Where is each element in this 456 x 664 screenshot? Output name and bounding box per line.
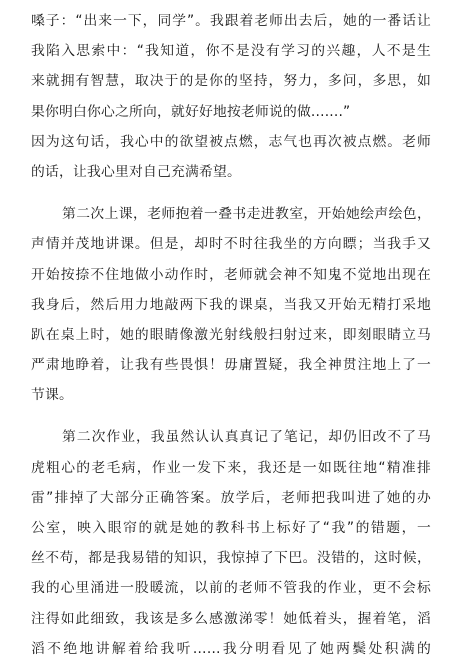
text-line: 丝不苟，都是我易错的知识，我惊掉了下巴。没错的，这时候， (31, 550, 431, 567)
paragraph-spacing (31, 410, 431, 422)
paragraph (31, 199, 431, 410)
text-line: 来就拥有智慧，取决于的是你的坚持，努力，多问，多思，如 (31, 73, 431, 90)
text-line: 雷”排掉了大部分正确答案。放学后，老师把我叫进了她的办 (31, 489, 431, 506)
text-line: 我的心里涌进一股暖流，以前的老师不管我的作业，更不会标 (31, 580, 431, 597)
paragraph (31, 6, 431, 127)
text-line: 的话，让我心里对自己充满希望。 (31, 163, 241, 180)
text-line: 嗓子：“出来一下，同学”。我跟着老师出去后，她的一番话让 (31, 13, 431, 29)
text-line: 趴在桌上时，她的眼睛像激光射线般扫射过来，即刻眼睛立马 (31, 326, 431, 343)
document-body (31, 6, 431, 664)
text-line: 我身后，然后用力地敲两下我的课桌，当我又开始无精打采地 (31, 296, 431, 313)
text-line: 滔不绝地讲解着给我听……我分明看见了她两鬓处积满的 (31, 640, 431, 657)
text-line: 第二次作业，我虽然认认真真记了笔记，却仍旧改不了马 (62, 429, 431, 446)
paragraph-spacing (31, 187, 431, 199)
text-line: 第二次上课，老师抱着一叠书走进教室，开始她绘声绘色， (62, 206, 431, 223)
text-line: 因为这句话，我心中的欲望被点燃，志气也再次被点燃。老师 (31, 133, 431, 150)
text-line: 声情并茂地讲课。但是，却时不时往我坐的方向瞟；当我手又 (31, 236, 431, 253)
text-line: 开始按捺不住地做小动作时，老师就会神不知鬼不觉地出现在 (31, 266, 431, 283)
text-line: 公室，映入眼帘的就是她的教科书上标好了“我”的错题，一 (31, 520, 431, 536)
text-line: 节课。 (31, 387, 73, 404)
text-line: 注得如此细致，我该是多么感激涕零！她低着头，握着笔，滔 (31, 610, 431, 627)
paragraph (31, 422, 431, 664)
text-line: 我陷入思索中：“我知道，你不是没有学习的兴趣，人不是生 (31, 43, 431, 60)
text-line: 虎粗心的老毛病，作业一发下来，我还是一如既往地“精准排 (31, 459, 431, 476)
text-line: 严肃地睁着，让我有些畏惧！毋庸置疑，我全神贯注地上了一 (31, 357, 431, 374)
paragraph (31, 127, 431, 187)
text-line: 果你明白你心之所向，就好好地按老师说的做.......” (31, 103, 351, 120)
